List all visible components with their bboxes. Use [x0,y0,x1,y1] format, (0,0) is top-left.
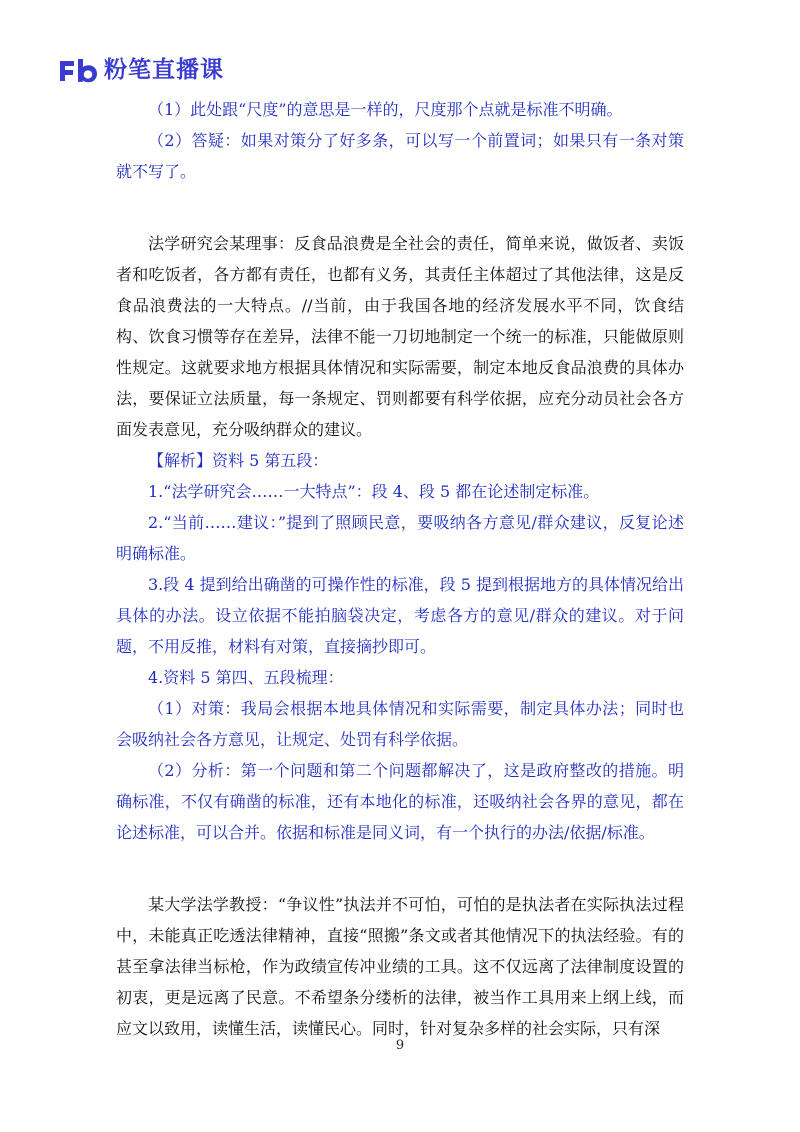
document-body [116,94,684,1044]
material-paragraph-2: 某大学法学教授：“争议性”执法并不可怕，可怕的是执法者在实际执法过程中，未能真正吃透法律精神，直接“照搬”条文或者其他情况下的执法经验。有的甚至拿法律当标枪，作为政绩宣传冲业绩的工具。这不仅远离了法律制度设置的初衷，更是远离了民意。不希望条分缕析的法律，被当作工具用来上纲上线，而应文以致用，读懂生活，读懂民心。同时，针对复杂多样的社会实际，只有深 [116,895,684,1038]
analysis-title: 资料 5 第五段： [212,451,329,470]
note-2: （2）答疑：如果对策分了好多条，可以写一个前置词；如果只有一条对策就不写了。 [116,131,684,181]
analysis-tag: 【解析】 [148,451,213,470]
analysis-heading [116,445,684,476]
analysis-point-2: 2.“当前……建议：”提到了照顾民意，要吸纳各方意见/群众建议，反复论述明确标准。 [116,513,684,563]
material-paragraph-1: 法学研究会某理事：反食品浪费是全社会的责任，简单来说，做饭者、卖饭者和吃饭者，各方都有责任，也都有义务，其责任主体超过了其他法律，这是反食品浪费法的一大特点。//当前，由于我国各地的经济发展水平不同，饮食结构、饮食习惯等存在差异，法律不能一刀切地制定一个统一的标准，只能做原则性规定。这就要求地方根据具体情况和实际需要，制定本地反食品浪费的具体办法，要保证立法质量，每一条规定、罚则都要有科学依据，应充分动员社会各方面发表意见，充分吸纳群众的建议。 [116,234,684,439]
note-1: （1）此处跟“尺度”的意思是一样的，尺度那个点就是标准不明确。 [148,100,623,119]
analysis-subpoint-2: （2）分析：第一个问题和第二个问题都解决了，这是政府整改的措施。明确标准，不仅有确凿的标准，还有本地化的标准，还吸纳社会各界的意见，都在论述标准，可以合并。依据和标准是同义词，有一个执行的办法/依据/标准。 [116,761,684,842]
brand-logo [58,56,224,84]
analysis-point-3: 3.段 4 提到给出确凿的可操作性的标准，段 5 提到根据地方的具体情况给出具体的办法。设立依据不能拍脑袋决定，考虑各方的意见/群众的建议。对于问题，不用反推，材料有对策，直接摘抄即可。 [116,575,684,656]
analysis-subpoint-1: （1）对策：我局会根据本地具体情况和实际需要，制定具体办法；同时也会吸纳社会各方意见，让规定、处罚有科学依据。 [116,699,684,749]
page-number: 9 [395,1038,405,1053]
analysis-point-4: 4.资料 5 第四、五段梳理： [148,668,344,687]
brand-text: 粉笔直播课 [104,57,224,83]
fb-logo-icon [58,57,98,83]
analysis-point-1: 1.“法学研究会……一大特点”：段 4、段 5 都在论述制定标准。 [148,482,600,501]
